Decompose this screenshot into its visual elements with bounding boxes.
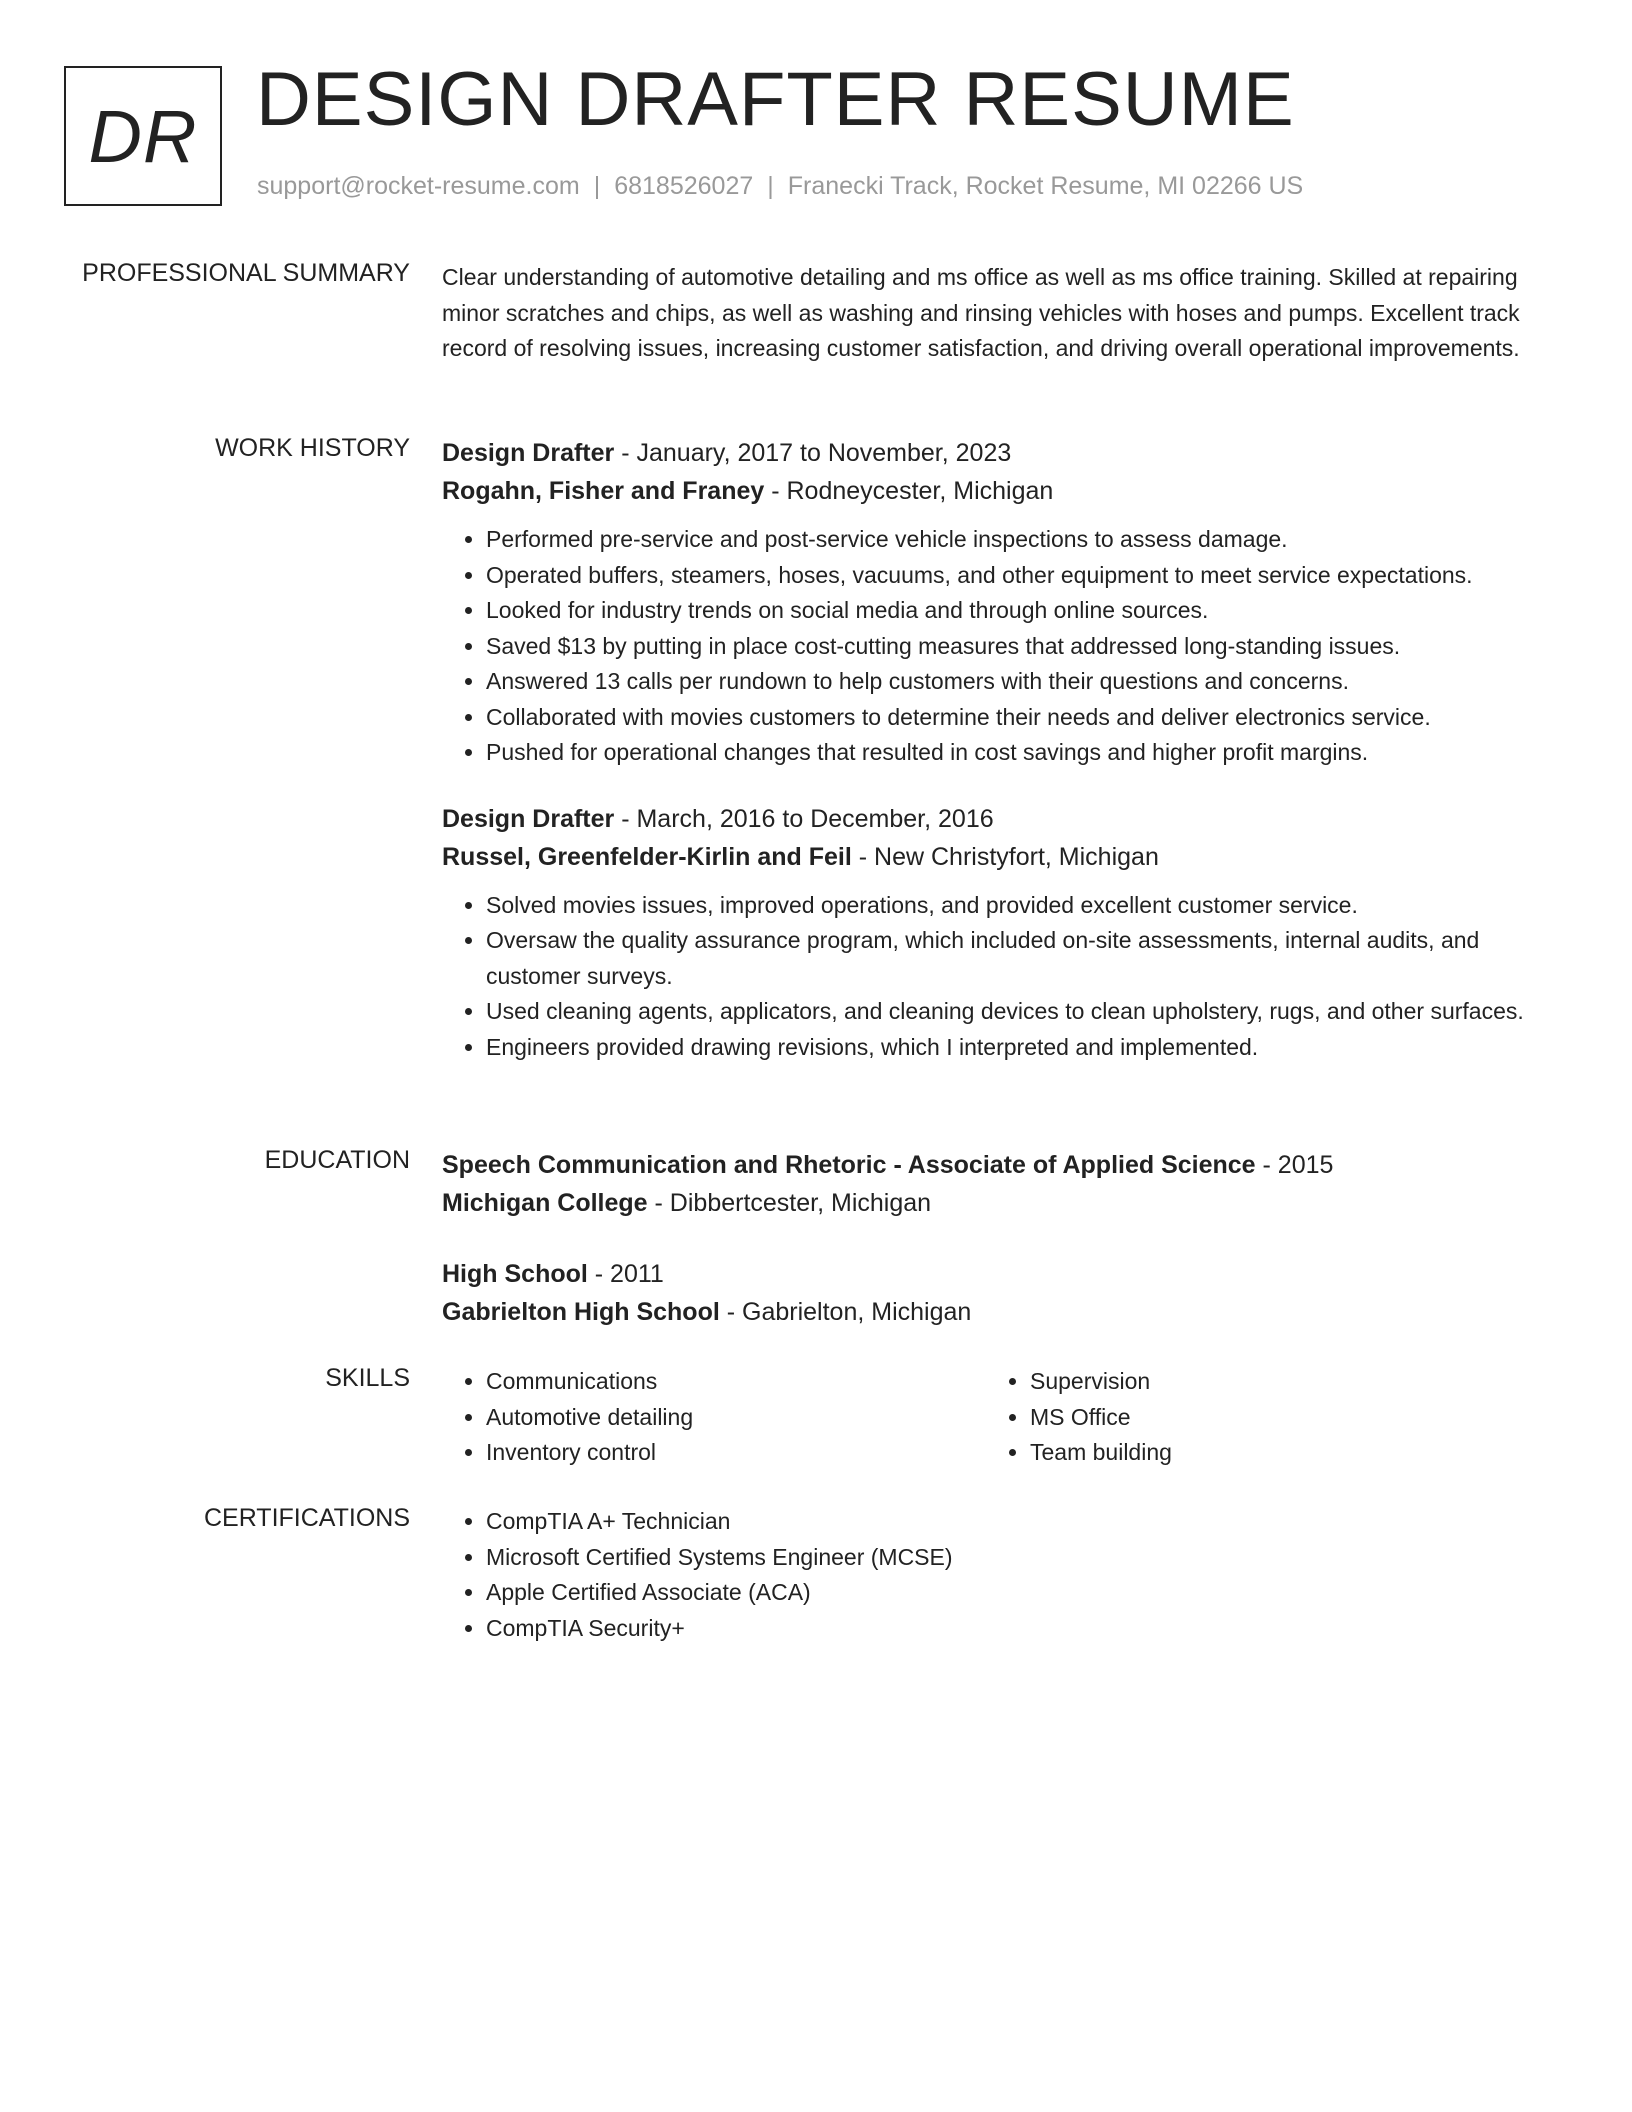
- contact-email: support@rocket-resume.com: [257, 172, 580, 200]
- job-dates: - January, 2017 to November, 2023: [614, 439, 1012, 467]
- skill-item: • Inventory control: [486, 1435, 986, 1471]
- skills-list: [442, 1364, 986, 1471]
- skills-column: [442, 1364, 986, 1471]
- education-year: - 2015: [1255, 1151, 1334, 1179]
- job-title-line: [442, 434, 1562, 472]
- job-title: Design Drafter: [442, 439, 615, 467]
- job-company: Russel, Greenfelder-Kirlin and Feil: [442, 842, 852, 871]
- contact-separator: |: [767, 172, 774, 200]
- job-dates: - March, 2016 to December, 2016: [614, 804, 994, 833]
- section-label-skills: SKILLS: [325, 1364, 410, 1392]
- skill-item: • MS Office: [1030, 1400, 1530, 1436]
- job-bullet: • Oversaw the quality assurance program, which included on-site assessments, internal audits, and customer surveys.: [486, 923, 1562, 994]
- summary-text: Clear understanding of automotive detailing and ms office as well as ms office training. Skilled at repairing minor scratches and chips, as well as washing and rinsing vehicles with hoses and pumps. Excellent track record of resolving issues, increasing customer satisfaction, and driving overall operational improvements.: [442, 264, 1520, 361]
- education-year: - 2011: [587, 1260, 664, 1288]
- education-body: [442, 1146, 1562, 1331]
- job-bullet: • Operated buffers, steamers, hoses, vacuums, and other equipment to meet service expectations.: [486, 558, 1562, 594]
- certification-item: • CompTIA Security+: [486, 1611, 1562, 1647]
- education-degree-line: [442, 1146, 1562, 1184]
- contact-address: Franecki Track, Rocket Resume, MI 02266 US: [787, 172, 1304, 200]
- contact-separator: |: [593, 172, 601, 200]
- skill-item: • Team building: [1030, 1435, 1530, 1471]
- section-label-certifications: CERTIFICATIONS: [203, 1504, 410, 1532]
- job-bullet: • Answered 13 calls per rundown to help customers with their questions and concerns.: [486, 664, 1562, 700]
- education-location: - Dibbertcester, Michigan: [647, 1189, 932, 1217]
- job-bullets: [442, 888, 1562, 1066]
- section-label-work: WORK HISTORY: [215, 434, 410, 462]
- job-entry: [442, 434, 1562, 771]
- contact-phone: 6818526027: [614, 172, 754, 200]
- job-bullet: • Used cleaning agents, applicators, and cleaning devices to clean upholstery, rugs, and other surfaces.: [486, 994, 1562, 1030]
- skills-grid: [442, 1364, 1562, 1471]
- summary-body: [442, 260, 1562, 367]
- monogram-box: [64, 66, 222, 206]
- education-school: Gabrielton High School: [442, 1298, 720, 1326]
- job-bullet: • Looked for industry trends on social media and through online sources.: [486, 593, 1562, 629]
- contact-line: [257, 172, 1303, 201]
- skill-item: • Communications: [486, 1364, 986, 1400]
- skill-item: • Supervision: [1030, 1364, 1530, 1400]
- job-bullet: • Performed pre-service and post-service vehicle inspections to assess damage.: [486, 522, 1562, 558]
- job-location: - New Christyfort, Michigan: [851, 842, 1159, 871]
- education-degree: Speech Communication and Rhetoric - Associate of Applied Science: [442, 1151, 1256, 1179]
- education-entry: [442, 1255, 1562, 1331]
- education-school: Michigan College: [442, 1189, 648, 1217]
- section-label-education: EDUCATION: [264, 1146, 410, 1174]
- job-company-line: [442, 838, 1562, 876]
- job-bullet: • Collaborated with movies customers to determine their needs and deliver electronics service.: [486, 700, 1562, 736]
- skill-item: • Automotive detailing: [486, 1400, 986, 1436]
- skills-body: [442, 1364, 1562, 1471]
- job-entry: [442, 800, 1562, 1066]
- skills-list: [986, 1364, 1530, 1471]
- job-bullet: • Pushed for operational changes that resulted in cost savings and higher profit margins.: [486, 735, 1562, 771]
- skills-column: [986, 1364, 1530, 1471]
- certification-item: • Microsoft Certified Systems Engineer (MCSE): [486, 1540, 1562, 1576]
- education-degree-line: [442, 1255, 1562, 1293]
- education-degree: High School: [442, 1260, 588, 1288]
- education-location: - Gabrielton, Michigan: [719, 1298, 972, 1326]
- certifications-list: [442, 1504, 1562, 1646]
- resume-title: DESIGN DRAFTER RESUME: [256, 57, 1295, 142]
- monogram-initials: DR: [88, 94, 198, 178]
- education-entry: [442, 1146, 1562, 1222]
- job-title-line: [442, 800, 1562, 838]
- certification-item: • CompTIA A+ Technician: [486, 1504, 1562, 1540]
- job-bullet: • Saved $13 by putting in place cost-cutting measures that addressed long-standing issues.: [486, 629, 1562, 665]
- job-bullet: • Engineers provided drawing revisions, which I interpreted and implemented.: [486, 1030, 1562, 1066]
- certifications-body: [442, 1504, 1562, 1646]
- education-school-line: [442, 1293, 1562, 1331]
- job-bullet: • Solved movies issues, improved operations, and provided excellent customer service.: [486, 888, 1562, 924]
- certification-item: • Apple Certified Associate (ACA): [486, 1575, 1562, 1611]
- job-title: Design Drafter: [442, 804, 615, 833]
- job-company: Rogahn, Fisher and Franey: [442, 477, 765, 505]
- section-label-summary: PROFESSIONAL SUMMARY: [82, 259, 410, 287]
- job-company-line: [442, 472, 1562, 510]
- job-location: - Rodneycester, Michigan: [764, 477, 1054, 505]
- work-history-body: [442, 434, 1562, 1065]
- education-school-line: [442, 1184, 1562, 1222]
- job-bullets: [442, 522, 1562, 771]
